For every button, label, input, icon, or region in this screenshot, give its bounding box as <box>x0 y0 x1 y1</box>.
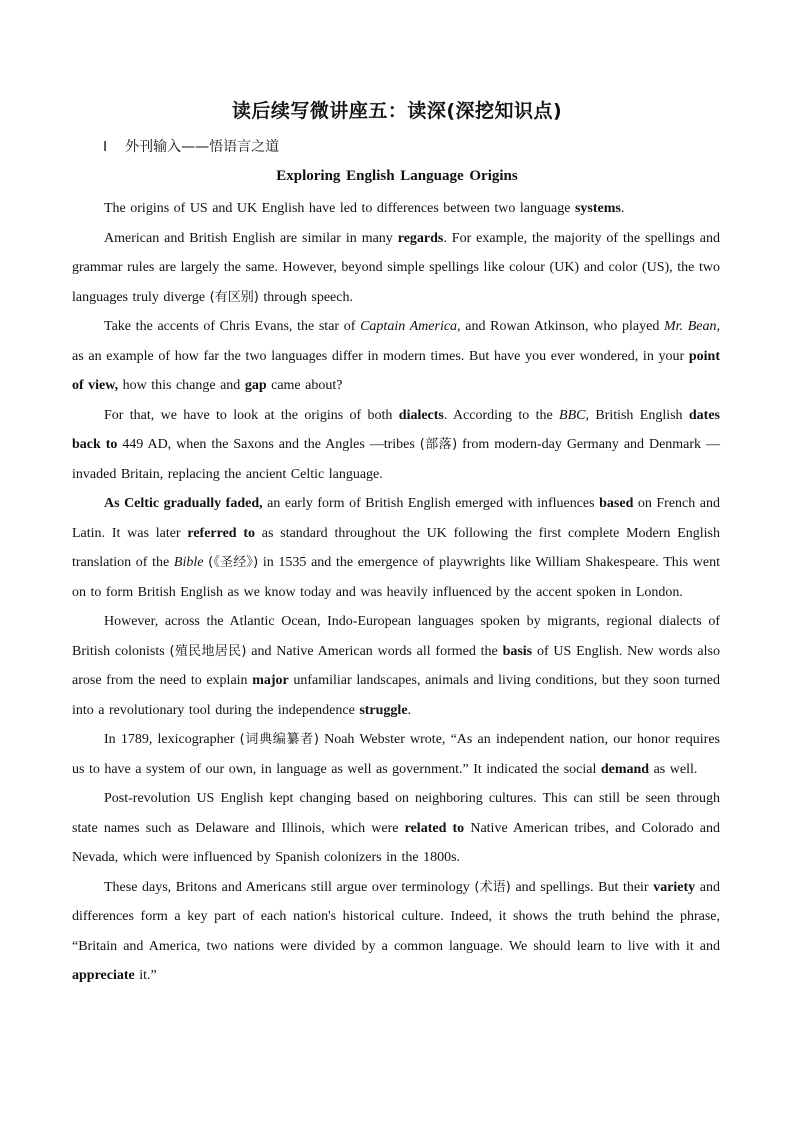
paragraph-6: However, across the Atlantic Ocean, Indo-European languages spoken by migrants, regional dialects of British colonists (殖民地居民) and Native American words all formed the basis of US English. New words also arose from the need to explain major unfamiliar landscapes, animals and living conditions, but they soon turned into a revolutionary tool during the independence struggle. <box>72 614 720 718</box>
paragraph-4: For that, we have to look at the origins of both dialects. According to the BBC, British English dates back to 449 AD, when the Saxons and the Angles —tribes (部落) from modern-day Germany and Denmark —invaded Britain, replacing the ancient Celtic language. <box>72 407 721 482</box>
page-title: 读后续写微讲座五：读深(深挖知识点) <box>231 100 563 122</box>
paragraph-1: The origins of US and UK English have led to differences between two language systems. <box>104 201 625 216</box>
article-title: Exploring English Language Origins <box>276 168 518 184</box>
section-label: 外刊输入——悟语言之道 <box>125 139 280 155</box>
article-body <box>72 194 720 991</box>
paragraph-5: As Celtic gradually faded, an early form of British English emerged with influences based on French and Latin. It was later referred to as standard throughout the UK following the first complete Modern English translation of the Bible (《圣经》) in 1535 and the emergence of playwrights like William Shakespeare. This went on to form British English as we know today and was heavily influenced by the accent spoken in London. <box>72 496 721 600</box>
section-heading <box>103 136 279 156</box>
section-number: Ⅰ <box>103 140 108 155</box>
paragraph-7: In 1789, lexicographer (词典编纂者) Noah Webster wrote, “As an independent nation, our honor requires us to have a system of our own, in language as well as government.” It indicated the social demand as well. <box>72 732 720 777</box>
paragraph-8: Post-revolution US English kept changing based on neighboring cultures. This can still be seen through state names such as Delaware and Illinois, which were related to Native American tribes, and Colorado and Nevada, which were influenced by Spanish colonizers in the 1800s. <box>72 791 721 865</box>
paragraph-9: These days, Britons and Americans still argue over terminology (术语) and spellings. But their variety and differences form a key part of each nation's historical culture. Indeed, it shows the truth behind the phrase, “Britain and America, two nations were divided by a common language. We should learn to live with it and appreciate it.” <box>72 879 720 983</box>
paragraph-2: American and British English are similar in many regards. For example, the majority of the spellings and grammar rules are largely the same. However, beyond simple spellings like colour (UK) and color (US), the two languages truly diverge (有区别) through speech. <box>72 230 720 305</box>
paragraph-3: Take the accents of Chris Evans, the star of Captain America, and Rowan Atkinson, who played Mr. Bean, as an example of how far the two languages differ in modern times. But have you ever wondered, in your point of view, how this change and gap came about? <box>72 319 721 393</box>
